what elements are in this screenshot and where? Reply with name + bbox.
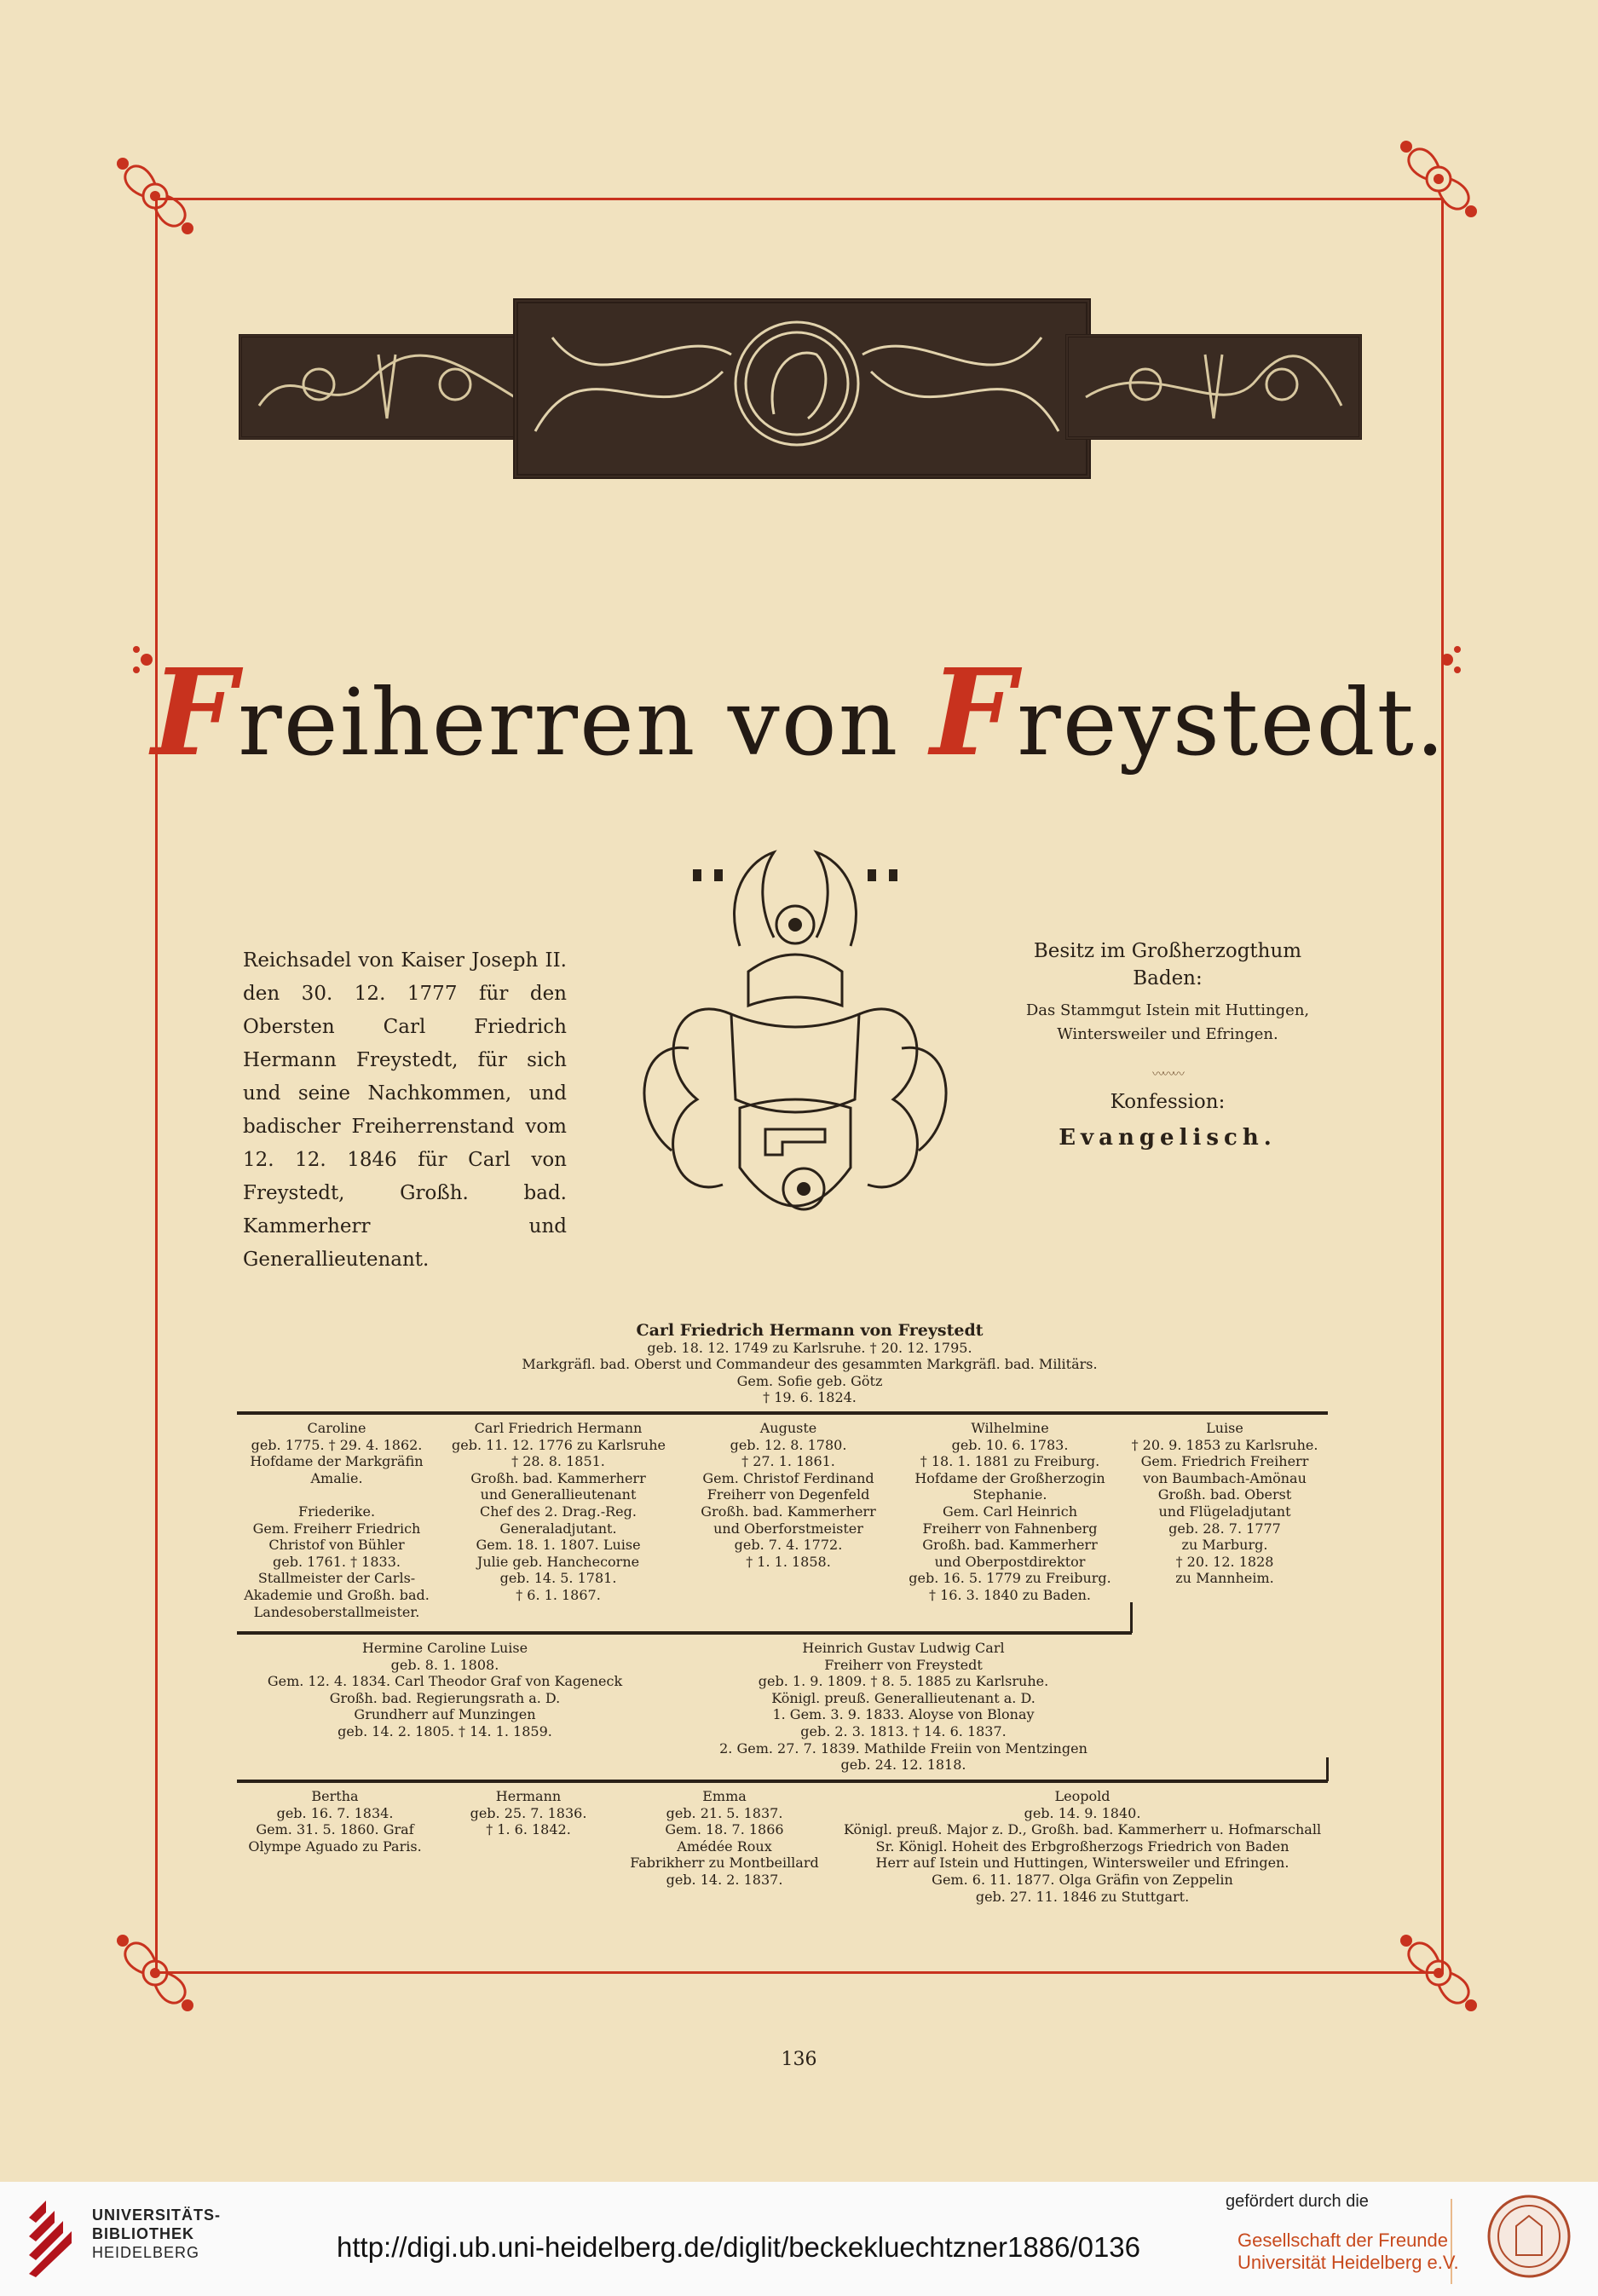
person-detail-line: † 20. 12. 1828: [1175, 1553, 1274, 1570]
sponsor-line-1: Gesellschaft der Freunde: [1237, 2230, 1449, 2251]
person-detail-line: † 18. 1. 1881 zu Freiburg.: [920, 1453, 1100, 1470]
generation-3-bar: [237, 1780, 1328, 1783]
person-name: Caroline: [307, 1420, 366, 1436]
person-detail-line: geb. 28. 7. 1777: [1168, 1520, 1281, 1537]
coat-of-arms-image: [620, 844, 970, 1261]
gen1-person-4: [903, 1420, 1116, 1604]
person-detail-line: Großh. bad. Regierungsrath a. D.: [329, 1689, 561, 1706]
library-line-2: BIBLIOTHEK: [92, 2225, 194, 2242]
title-word-1: reiherren von: [238, 670, 931, 776]
person-detail-line: Königl. preuß. Generallieutenant a. D.: [771, 1689, 1036, 1706]
person-detail-line: geb. 14. 2. 1837.: [666, 1871, 783, 1888]
person-detail-line: geb. 10. 6. 1783.: [951, 1436, 1069, 1453]
person-detail-line: Julie geb. Hanchecorne: [476, 1553, 640, 1570]
person-detail-line: † 1. 1. 1858.: [746, 1553, 831, 1570]
person-detail-line: geb. 7. 4. 1772.: [734, 1537, 843, 1554]
title-initial-2: F: [930, 643, 1018, 783]
person-detail-line: Gem. 18. 7. 1866: [665, 1821, 784, 1838]
person-detail-line: Christof von Bühler: [268, 1537, 405, 1554]
person-name: Luise: [1206, 1420, 1243, 1436]
person-name: Leopold: [1054, 1788, 1111, 1804]
person-detail-line: Sr. Königl. Hoheit des Erbgroßherzogs Friedrich von Baden: [875, 1837, 1289, 1855]
person-detail-line: und Flügeladjutant: [1158, 1503, 1291, 1520]
page-title: [0, 643, 1598, 783]
person-detail-line: Olympe Aguado zu Paris.: [248, 1837, 422, 1855]
library-line-1: UNIVERSITÄTS-: [92, 2207, 222, 2224]
person-detail-line: von Baumbach-Amönau: [1143, 1469, 1307, 1486]
nobility-description: Reichsadel von Kaiser Joseph II. den 30. 12. 1777 für den Obersten Carl Friedrich Hermann Freystedt, für sich und seine Nachkommen, und badischer Freiherrenstand vom 12. 12. 1846 für Carl von Freystedt, Großh. bad. Kammerherr und Generallieutenant.: [243, 949, 567, 1271]
person-detail-line: und Oberpostdirektor: [934, 1553, 1086, 1570]
person-detail-line: und Oberforstmeister: [713, 1520, 863, 1537]
permalink-url[interactable]: http://digi.ub.uni-heidelberg.de/diglit/beckekluechtzner1886/0136: [337, 2231, 1140, 2263]
confession-label: Konfession:: [1110, 1091, 1226, 1113]
gen3-person-2: [443, 1788, 614, 1838]
gen1-person-3: [682, 1420, 895, 1570]
generation-2-connector: [1130, 1602, 1133, 1633]
person-detail-line: Großh. bad. Kammerherr: [701, 1503, 876, 1520]
banner-center-panel: [513, 298, 1091, 479]
root-line-1: geb. 18. 12. 1749 zu Karlsruhe. † 20. 12. 1795.: [647, 1339, 972, 1356]
person-detail-line: Stephanie.: [972, 1486, 1047, 1503]
gen1-person-5: [1118, 1420, 1331, 1587]
person-detail-line: geb. 1. 9. 1809. † 8. 5. 1885 zu Karlsruhe.: [758, 1673, 1049, 1690]
gen2-person-1: [232, 1640, 658, 1740]
person-detail-line: geb. 14. 9. 1840.: [1024, 1804, 1141, 1821]
person-detail-line: Gem. 12. 4. 1834. Carl Theodor Graf von Kageneck: [267, 1673, 623, 1690]
person-detail-line: Landesoberstallmeister.: [253, 1603, 420, 1620]
person-detail-line: Stallmeister der Carls-: [257, 1570, 416, 1587]
estate-line-2: Wintersweiler und Efringen.: [1057, 1025, 1278, 1043]
sponsor-name: [1237, 2230, 1459, 2274]
person-detail-line: Fabrikherr zu Montbeillard: [630, 1855, 819, 1872]
person-detail-line: geb. 14. 2. 1805. † 14. 1. 1859.: [337, 1722, 552, 1739]
sponsor-label: gefördert durch die: [1226, 2192, 1369, 2211]
corner-ornament-top-left: [104, 145, 206, 247]
person-detail-line: Friederike.: [297, 1503, 376, 1520]
person-detail-line: Gem. Christof Ferdinand: [702, 1469, 874, 1486]
person-detail-line: † 1. 6. 1842.: [486, 1821, 571, 1838]
footer-bar: [0, 2182, 1598, 2296]
person-name: Emma: [702, 1788, 747, 1804]
person-detail-line: geb. 11. 12. 1776 zu Karlsruhe: [452, 1436, 666, 1453]
person-detail-line: Großh. bad. Kammerherr: [470, 1469, 646, 1486]
generation-1-bar: [237, 1411, 1328, 1415]
person-detail-line: Gem. 6. 11. 1877. Olga Gräfin von Zeppelin: [932, 1871, 1233, 1888]
person-detail-line: geb. 2. 3. 1813. † 14. 6. 1837.: [800, 1722, 1007, 1739]
person-detail-line: Freiherr von Fahnenberg: [922, 1520, 1098, 1537]
person-detail-line: Freiherr von Degenfeld: [707, 1486, 870, 1503]
person-name: Wilhelmine: [971, 1420, 1049, 1436]
banner-left-panel: [239, 334, 535, 440]
person-detail-line: geb. 24. 12. 1818.: [840, 1757, 966, 1774]
person-detail-line: Akademie und Großh. bad.: [244, 1586, 430, 1603]
ub-logo-icon: [29, 2201, 78, 2277]
library-name: [92, 2206, 221, 2262]
person-detail-line: Gem. Freiherr Friedrich: [252, 1520, 421, 1537]
corner-ornament-bottom-right: [1387, 1922, 1490, 2024]
person-detail-line: Generaladjutant.: [499, 1520, 617, 1537]
person-name: Auguste: [759, 1420, 817, 1436]
root-line-2: Markgräfl. bad. Oberst und Commandeur des gesammten Markgräfl. bad. Militärs.: [522, 1356, 1098, 1373]
estate-info: [997, 937, 1338, 1151]
person-detail-line: † 6. 1. 1867.: [516, 1586, 601, 1603]
corner-ornament-top-right: [1387, 128, 1490, 230]
banner-right-panel: [1065, 334, 1362, 440]
genealogy-root: [426, 1323, 1193, 1406]
gen1-person-2: [452, 1420, 665, 1604]
person-detail-line: Gem. 31. 5. 1860. Graf: [256, 1821, 414, 1838]
person-detail-line: Freiherr von Freystedt: [824, 1656, 983, 1673]
gen3-person-3: [597, 1788, 852, 1889]
decorative-banner: [239, 298, 1355, 469]
person-detail-line: geb. 16. 7. 1834.: [276, 1804, 394, 1821]
gen2-person-2: [665, 1640, 1142, 1774]
person-detail-line: geb. 12. 8. 1780.: [730, 1436, 847, 1453]
person-detail-line: 2. Gem. 27. 7. 1839. Mathilde Freiin von Mentzingen: [719, 1739, 1087, 1757]
person-detail-line: 1. Gem. 3. 9. 1833. Aloyse von Blonay: [772, 1706, 1035, 1723]
root-name: Carl Friedrich Hermann von Freystedt: [636, 1321, 984, 1340]
person-detail-line: Königl. preuß. Major z. D., Großh. bad. Kammerherr u. Hofmarschall: [843, 1821, 1322, 1838]
estate-heading: Besitz im Großherzogthum: [1033, 940, 1302, 962]
person-name: Heinrich Gustav Ludwig Carl: [802, 1640, 1005, 1656]
person-detail-line: geb. 14. 5. 1781.: [499, 1570, 617, 1587]
person-detail-line: Großh. bad. Oberst: [1157, 1486, 1292, 1503]
person-detail-line: Chef des 2. Drag.-Reg.: [480, 1503, 637, 1520]
person-detail-line: Großh. bad. Kammerherr: [922, 1537, 1098, 1554]
person-detail-line: † 20. 9. 1853 zu Karlsruhe.: [1131, 1436, 1318, 1453]
person-detail-line: und Generallieutenant: [480, 1486, 637, 1503]
university-seal-icon: [1486, 2194, 1572, 2279]
person-name: Bertha: [311, 1788, 359, 1804]
generation-2-bar: [237, 1631, 1132, 1635]
gen3-person-1: [228, 1788, 441, 1855]
person-detail-line: geb. 1775. † 29. 4. 1862.: [251, 1436, 423, 1453]
person-detail-line: Hofdame der Großherzogin: [914, 1469, 1105, 1486]
person-name: Carl Friedrich Hermann: [474, 1420, 643, 1436]
page-number: 136: [781, 2049, 817, 2070]
sponsor-line-2: Universität Heidelberg e.V.: [1237, 2252, 1459, 2273]
person-detail-line: Hofdame der Markgräfin: [250, 1453, 424, 1470]
person-detail-line: geb. 16. 5. 1779 zu Freiburg.: [909, 1570, 1111, 1587]
person-detail-line: Herr auf Istein und Huttingen, Wintersweiler und Efringen.: [875, 1855, 1289, 1872]
person-detail-line: geb. 27. 11. 1846 zu Stuttgart.: [975, 1888, 1190, 1905]
person-name: Hermine Caroline Luise: [361, 1640, 528, 1656]
person-detail-line: geb. 1761. † 1833.: [273, 1553, 401, 1570]
corner-ornament-bottom-left: [104, 1922, 206, 2024]
person-detail-line: † 27. 1. 1861.: [741, 1453, 835, 1470]
generation-3-connector: [1326, 1757, 1329, 1781]
person-detail-line: Grundherr auf Munzingen: [354, 1706, 536, 1723]
person-detail-line: zu Mannheim.: [1175, 1570, 1274, 1587]
person-detail-line: zu Marburg.: [1181, 1537, 1268, 1554]
estate-heading-2: Baden:: [1133, 967, 1203, 989]
person-detail-line: † 16. 3. 1840 zu Baden.: [929, 1586, 1091, 1603]
person-detail-line: Amédée Roux: [677, 1837, 772, 1855]
gen1-person-1: [230, 1420, 443, 1620]
person-detail-line: [230, 1486, 443, 1503]
library-line-3: HEIDELBERG: [92, 2244, 200, 2261]
squiggle-divider: 〰〰〰: [1152, 1068, 1183, 1082]
root-line-4: † 19. 6. 1824.: [763, 1389, 857, 1406]
title-word-2: reystedt.: [1017, 670, 1447, 776]
person-detail-line: geb. 25. 7. 1836.: [470, 1804, 587, 1821]
person-detail-line: Gem. Carl Heinrich: [942, 1503, 1078, 1520]
person-name: Hermann: [495, 1788, 562, 1804]
person-detail-line: Gem. 18. 1. 1807. Luise: [476, 1537, 641, 1554]
person-detail-line: Gem. Friedrich Freiherr: [1140, 1453, 1309, 1470]
person-detail-line: geb. 21. 5. 1837.: [666, 1804, 783, 1821]
gen3-person-4: [827, 1788, 1338, 1905]
estate-line-1: Das Stammgut Istein mit Huttingen,: [1025, 1001, 1310, 1019]
root-line-3: Gem. Sofie geb. Götz: [736, 1372, 883, 1389]
confession-value: Evangelisch.: [1059, 1125, 1277, 1151]
person-detail-line: Amalie.: [310, 1469, 363, 1486]
person-detail-line: geb. 8. 1. 1808.: [390, 1656, 499, 1673]
person-detail-line: † 28. 8. 1851.: [511, 1453, 605, 1470]
title-initial-1: F: [151, 643, 239, 783]
